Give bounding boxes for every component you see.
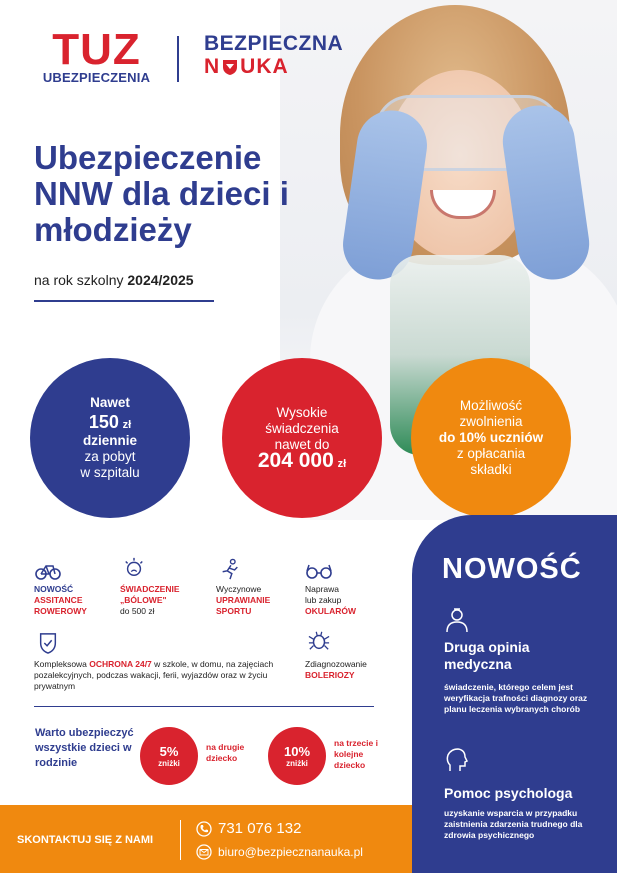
contact-bar bbox=[0, 805, 412, 873]
c1-unit: zł bbox=[122, 419, 132, 431]
section-divider bbox=[34, 706, 374, 707]
discount-5-pct: 5% bbox=[159, 743, 179, 759]
c1-amount: 150 bbox=[88, 412, 119, 432]
shield-icon bbox=[222, 58, 238, 76]
c1-line4: za pobyt bbox=[84, 449, 136, 464]
psychologist-text: uzyskanie wsparcia w przypadku zaistnienia zdarzenia trudnego dla zdrowia psychicznego bbox=[444, 808, 583, 840]
f2-line1: ŚWIADCZENIE bbox=[120, 584, 180, 594]
c1-line5: w szpitalu bbox=[80, 465, 140, 480]
benefit-circle-exemption bbox=[411, 358, 571, 518]
doctor-icon bbox=[444, 607, 470, 633]
contact-divider bbox=[180, 820, 181, 860]
feature-glasses bbox=[305, 584, 356, 617]
f1-line3: ROWEROWY bbox=[34, 606, 87, 616]
c2-line1: Wysokie bbox=[276, 404, 328, 420]
f4-line2: lub zakup bbox=[305, 595, 342, 605]
contact-email-address: biuro@bezpiecznanauka.pl bbox=[218, 845, 363, 859]
subtitle-underline bbox=[34, 300, 214, 302]
c3-line3: do 10% uczniów bbox=[438, 430, 544, 445]
contact-phone-number: 731 076 132 bbox=[218, 820, 302, 837]
c2-amount-wrap bbox=[257, 448, 347, 472]
c1-line1: Nawet bbox=[90, 395, 130, 410]
f2-line3: do 500 zł bbox=[120, 606, 155, 616]
feature-pain-benefit bbox=[120, 584, 180, 617]
bn-logo-line1: BEZPIECZNA bbox=[204, 32, 344, 55]
discount-10-label: zniżki bbox=[286, 758, 308, 768]
feature-borreliosis bbox=[305, 659, 367, 681]
bezpieczna-nauka-logo bbox=[204, 33, 343, 79]
c3-line5: składki bbox=[470, 462, 512, 477]
benefit-circle-hospital bbox=[30, 358, 190, 518]
discount-5-label: zniżki bbox=[158, 758, 180, 768]
page-title: Ubezpieczenie NNW dla dzieci i młodzieży bbox=[34, 139, 289, 248]
subtitle-year: 2024/2025 bbox=[127, 272, 194, 288]
feature-bike-assistance bbox=[34, 584, 87, 617]
tick-icon bbox=[305, 630, 333, 652]
shield-24-icon bbox=[34, 632, 62, 654]
novelty-title: NOWOŚĆ bbox=[442, 553, 582, 585]
discount-badge-5 bbox=[140, 727, 198, 785]
f6-line1: Zdiagnozowanie bbox=[305, 659, 367, 669]
discount-badge-10 bbox=[268, 727, 326, 785]
c1-amount-wrap bbox=[89, 411, 131, 433]
feature-sport bbox=[216, 584, 270, 617]
second-opinion-text: świadczenie, którego celem jest weryfikacja trafności diagnozy oraz planu leczenia wybranych chorób bbox=[444, 682, 588, 714]
f5-post: w szkole, w domu, na zajęciach pozalekcyjnych, podczas wakacji, ferii, wyjazdów oraz w życiu prywatnym bbox=[34, 659, 274, 691]
contact-phone[interactable] bbox=[196, 820, 301, 837]
tuz-logo bbox=[34, 25, 159, 85]
page-subtitle bbox=[34, 272, 194, 288]
bn-logo-n: N bbox=[204, 55, 221, 78]
benefit-circle-compensation bbox=[222, 358, 382, 518]
c3-line4: z opłacania bbox=[456, 446, 526, 461]
contact-title: SKONTAKTUJ SIĘ Z NAMI bbox=[17, 834, 154, 846]
f6-line2: BOLERIOZY bbox=[305, 670, 355, 680]
c1-line3: dziennie bbox=[82, 433, 137, 448]
tuz-logo-main: TUZ bbox=[52, 25, 141, 74]
psychologist-heading: Pomoc psychologa bbox=[444, 785, 573, 801]
c3-line1: Możliwość bbox=[459, 398, 523, 413]
c2-line2: świadczenia bbox=[265, 420, 339, 436]
phone-icon bbox=[196, 821, 212, 837]
f3-line1: Wyczynowe bbox=[216, 584, 262, 594]
f1-line1: NOWOŚĆ bbox=[34, 584, 74, 594]
subtitle-prefix: na rok szkolny bbox=[34, 272, 128, 288]
logo-divider bbox=[177, 36, 179, 82]
glasses-icon bbox=[305, 560, 333, 582]
mail-icon bbox=[196, 844, 212, 860]
f5-red: OCHRONA 24/7 bbox=[89, 659, 152, 669]
discount-5-text: na drugie dziecko bbox=[206, 742, 245, 763]
f1-line2: ASSITANCE bbox=[34, 595, 83, 605]
f3-line2: UPRAWIANIE bbox=[216, 595, 271, 605]
f4-line1: Naprawa bbox=[305, 584, 340, 594]
c3-line2: zwolnienia bbox=[459, 414, 523, 429]
runner-icon bbox=[216, 558, 244, 580]
pain-icon bbox=[120, 556, 148, 578]
tuz-logo-sub: UBEZPIECZENIA bbox=[42, 70, 151, 85]
contact-email[interactable] bbox=[196, 844, 363, 860]
second-opinion-heading: Druga opinia medyczna bbox=[444, 639, 530, 672]
f4-line3: OKULARÓW bbox=[305, 606, 356, 616]
c2-amount: 204 000 bbox=[257, 448, 334, 472]
f5-pre: Kompleksowa bbox=[34, 659, 90, 669]
bn-logo-uka: UKA bbox=[240, 55, 289, 78]
family-note: Warto ubezpieczyć wszystkie dzieci w rodzinie bbox=[35, 727, 134, 769]
psychology-head-icon bbox=[444, 747, 470, 773]
feature-24-7-protection bbox=[34, 659, 294, 692]
discount-10-text: na trzecie i kolejne dziecko bbox=[334, 738, 378, 770]
f3-line3: SPORTU bbox=[216, 606, 252, 616]
discount-10-pct: 10% bbox=[283, 743, 311, 759]
bicycle-icon bbox=[34, 560, 62, 582]
bn-logo-line2 bbox=[204, 55, 343, 79]
c2-unit: zł bbox=[337, 457, 347, 470]
c2-line3: nawet do bbox=[274, 436, 330, 452]
f2-line2: „BÓLOWE" bbox=[120, 595, 167, 605]
novelty-panel bbox=[412, 515, 617, 873]
